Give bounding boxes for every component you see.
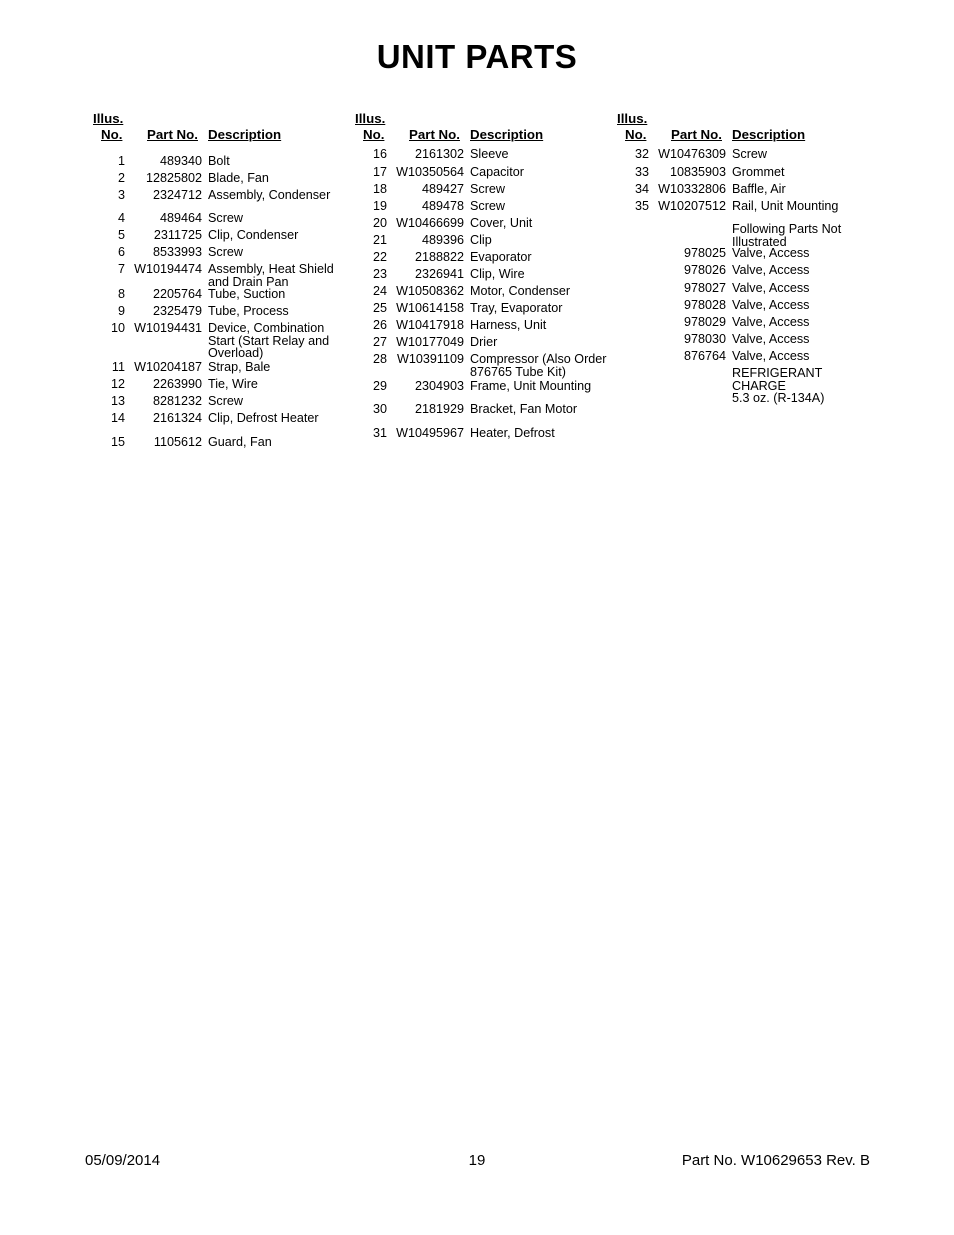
description-line: Screw bbox=[470, 182, 505, 196]
footer-part-number: Part No. W10629653 Rev. B bbox=[681, 1152, 870, 1169]
part-description bbox=[208, 246, 350, 259]
description-line: Screw bbox=[208, 394, 243, 408]
description-line: Bolt bbox=[208, 154, 230, 168]
description-line: Assembly, Condenser bbox=[208, 188, 331, 202]
description-line: Tray, Evaporator bbox=[470, 301, 563, 315]
part-description bbox=[470, 427, 612, 440]
part-number: 489464 bbox=[159, 211, 202, 225]
description-line: Device, Combination bbox=[208, 321, 325, 335]
part-number: W10417918 bbox=[396, 318, 464, 332]
description-line: Screw bbox=[732, 147, 767, 161]
description-line: Baffle, Air bbox=[732, 182, 786, 196]
description-line: Strap, Bale bbox=[208, 360, 271, 374]
illus-number: 5 bbox=[117, 228, 125, 242]
illus-number: 11 bbox=[111, 360, 125, 374]
description-header: Description bbox=[470, 127, 544, 142]
part-description bbox=[208, 395, 350, 408]
description-line: Valve, Access bbox=[732, 281, 810, 295]
description-line: Screw bbox=[470, 199, 505, 213]
part-number: W10332806 bbox=[658, 182, 726, 196]
part-number: W10177049 bbox=[396, 335, 464, 349]
part-description bbox=[732, 223, 874, 248]
part-number: W10207512 bbox=[658, 199, 726, 213]
part-number: 8533993 bbox=[152, 245, 202, 259]
illus-number: 18 bbox=[372, 182, 387, 196]
description-line: Blade, Fan bbox=[208, 171, 269, 185]
part-description bbox=[208, 172, 350, 185]
description-line: and Drain Pan bbox=[208, 274, 289, 289]
illus-number: 15 bbox=[110, 435, 125, 449]
no-header: No. bbox=[363, 127, 385, 142]
part-description bbox=[732, 299, 874, 312]
illus-number: 23 bbox=[372, 267, 387, 281]
part-description bbox=[732, 282, 874, 295]
part-description bbox=[732, 200, 874, 213]
description-line: Drier bbox=[470, 335, 498, 349]
description-line: Guard, Fan bbox=[208, 435, 272, 449]
part-number: 489478 bbox=[421, 199, 464, 213]
part-description bbox=[470, 200, 612, 213]
part-description bbox=[208, 155, 350, 168]
description-line: Clip, Condenser bbox=[208, 228, 299, 242]
part-description bbox=[208, 288, 350, 301]
part-number: W10391109 bbox=[397, 352, 464, 366]
description-line: CHARGE bbox=[732, 378, 786, 393]
part-description bbox=[470, 183, 612, 196]
part-number: W10614158 bbox=[396, 301, 464, 315]
description-line: Motor, Condenser bbox=[470, 284, 571, 298]
illus-number: 4 bbox=[117, 211, 125, 225]
description-line: Valve, Access bbox=[732, 349, 810, 363]
no-header: No. bbox=[101, 127, 123, 142]
column-header bbox=[350, 111, 610, 145]
description-line: Frame, Unit Mounting bbox=[470, 379, 592, 393]
part-number: 489340 bbox=[159, 154, 202, 168]
illus-number: 16 bbox=[372, 147, 387, 161]
illus-number: 14 bbox=[110, 411, 125, 425]
part-number: W10508362 bbox=[396, 284, 464, 298]
illus-number: 34 bbox=[634, 182, 649, 196]
illus-number: 12 bbox=[110, 377, 125, 391]
part-description bbox=[470, 251, 612, 264]
description-line: REFRIGERANT bbox=[732, 366, 823, 380]
description-line: Valve, Access bbox=[732, 298, 810, 312]
part-number: 2304903 bbox=[414, 379, 464, 393]
description-line: Valve, Access bbox=[732, 263, 810, 277]
description-line: Harness, Unit bbox=[470, 318, 547, 332]
part-number: 2311725 bbox=[153, 228, 202, 242]
part-number: 2263990 bbox=[152, 377, 202, 391]
part-description bbox=[208, 412, 350, 425]
part-no-header: Part No. bbox=[147, 127, 198, 142]
column-header bbox=[612, 111, 872, 145]
illus-number: 24 bbox=[372, 284, 387, 298]
part-description bbox=[470, 353, 612, 378]
part-description bbox=[470, 403, 612, 416]
part-number: 2161302 bbox=[414, 147, 464, 161]
part-number: W10466699 bbox=[396, 216, 464, 230]
part-description bbox=[470, 268, 612, 281]
part-description bbox=[732, 183, 874, 196]
illus-number: 29 bbox=[372, 379, 387, 393]
part-description bbox=[208, 436, 350, 449]
illus-number: 35 bbox=[634, 199, 649, 213]
part-no-header: Part No. bbox=[409, 127, 460, 142]
description-line: 876765 Tube Kit) bbox=[470, 364, 566, 379]
description-line: Capacitor bbox=[470, 165, 524, 179]
illus-number: 7 bbox=[117, 262, 125, 276]
illus-number: 25 bbox=[372, 301, 387, 315]
part-number: 978028 bbox=[683, 298, 726, 312]
part-description bbox=[470, 336, 612, 349]
description-line: Tie, Wire bbox=[208, 377, 258, 391]
part-number: 1105612 bbox=[153, 435, 202, 449]
description-line: Illustrated bbox=[732, 234, 787, 249]
description-line: Screw bbox=[208, 211, 243, 225]
part-number: W10476309 bbox=[658, 147, 726, 161]
description-line: Rail, Unit Mounting bbox=[732, 199, 839, 213]
part-description bbox=[732, 316, 874, 329]
part-description bbox=[208, 212, 350, 225]
part-number: 978025 bbox=[683, 246, 726, 260]
description-line: Grommet bbox=[732, 165, 785, 179]
description-line: Heater, Defrost bbox=[470, 426, 555, 440]
part-number: 10835903 bbox=[669, 165, 726, 179]
illus-number: 33 bbox=[634, 165, 649, 179]
illus-number: 30 bbox=[372, 402, 387, 416]
part-description bbox=[732, 333, 874, 346]
description-line: Clip bbox=[470, 233, 492, 247]
illus-number: 9 bbox=[117, 304, 125, 318]
part-number: W10495967 bbox=[396, 426, 464, 440]
part-description bbox=[208, 229, 350, 242]
part-description bbox=[470, 285, 612, 298]
description-line: Evaporator bbox=[470, 250, 532, 264]
footer-date: 05/09/2014 bbox=[85, 1152, 161, 1169]
description-line: Cover, Unit bbox=[470, 216, 533, 230]
part-number: 2326941 bbox=[414, 267, 464, 281]
part-number: 876764 bbox=[683, 349, 726, 363]
column-header bbox=[88, 111, 348, 145]
description-line: Valve, Access bbox=[732, 332, 810, 346]
part-number: 12825802 bbox=[145, 171, 202, 185]
part-number: 978027 bbox=[683, 281, 726, 295]
part-description bbox=[732, 367, 874, 405]
description-line: Overload) bbox=[208, 346, 264, 360]
part-description bbox=[732, 350, 874, 363]
description-line: Tube, Process bbox=[208, 304, 289, 318]
part-number: 2325479 bbox=[152, 304, 202, 318]
description-line: Following Parts Not bbox=[732, 222, 842, 236]
part-number: 978029 bbox=[683, 315, 726, 329]
part-description bbox=[470, 302, 612, 315]
illus-number: 13 bbox=[110, 394, 125, 408]
illus-number: 21 bbox=[372, 233, 387, 247]
part-number: 978026 bbox=[683, 263, 726, 277]
description-line: Clip, Wire bbox=[470, 267, 525, 281]
part-number: 8281232 bbox=[152, 394, 202, 408]
part-no-header: Part No. bbox=[671, 127, 722, 142]
part-description bbox=[470, 319, 612, 332]
description-line: Bracket, Fan Motor bbox=[470, 402, 578, 416]
illus-number: 32 bbox=[634, 147, 649, 161]
part-description bbox=[208, 263, 350, 288]
part-number: W10204187 bbox=[134, 360, 202, 374]
description-line: Sleeve bbox=[470, 147, 509, 161]
description-line: Tube, Suction bbox=[208, 287, 286, 301]
illus-number: 17 bbox=[372, 165, 387, 179]
part-number: 489427 bbox=[421, 182, 464, 196]
part-number: 489396 bbox=[421, 233, 464, 247]
footer-page-number: 19 bbox=[468, 1152, 486, 1169]
part-description bbox=[732, 166, 874, 179]
part-number: 2181929 bbox=[414, 402, 464, 416]
no-header: No. bbox=[625, 127, 647, 142]
description-line: Compressor (Also Order bbox=[470, 352, 607, 366]
part-description bbox=[470, 166, 612, 179]
part-description bbox=[208, 378, 350, 391]
part-number: 978030 bbox=[683, 332, 726, 346]
description-header: Description bbox=[732, 127, 806, 142]
description-line: Assembly, Heat Shield bbox=[208, 262, 334, 276]
illus-number: 8 bbox=[117, 287, 125, 301]
illus-number: 27 bbox=[372, 335, 387, 349]
part-description bbox=[208, 361, 350, 374]
description-line: Valve, Access bbox=[732, 246, 810, 260]
part-description bbox=[470, 217, 612, 230]
part-description bbox=[732, 148, 874, 161]
illus-number: 28 bbox=[372, 352, 387, 366]
part-number: W10194431 bbox=[134, 321, 202, 335]
part-number: W10350564 bbox=[396, 165, 464, 179]
illus-header: Illus. bbox=[617, 111, 648, 126]
illus-number: 2 bbox=[117, 171, 125, 185]
illus-number: 20 bbox=[372, 216, 387, 230]
illus-header: Illus. bbox=[93, 111, 124, 126]
part-number: 2161324 bbox=[152, 411, 202, 425]
description-line: Start (Start Relay and bbox=[208, 333, 330, 348]
part-description bbox=[208, 322, 350, 360]
part-description bbox=[208, 305, 350, 318]
description-header: Description bbox=[208, 127, 282, 142]
illus-number: 1 bbox=[117, 154, 125, 168]
description-line: Screw bbox=[208, 245, 243, 259]
illus-number: 6 bbox=[117, 245, 125, 259]
part-number: 2324712 bbox=[152, 188, 202, 202]
illus-number: 22 bbox=[372, 250, 387, 264]
description-line: Valve, Access bbox=[732, 315, 810, 329]
illus-number: 19 bbox=[372, 199, 387, 213]
illus-header: Illus. bbox=[355, 111, 386, 126]
illus-number: 3 bbox=[117, 188, 125, 202]
part-description bbox=[470, 148, 612, 161]
part-description bbox=[208, 189, 350, 202]
description-line: 5.3 oz. (R-134A) bbox=[732, 391, 825, 405]
part-description bbox=[732, 247, 874, 260]
part-number: W10194474 bbox=[134, 262, 202, 276]
illus-number: 10 bbox=[110, 321, 125, 335]
illus-number: 31 bbox=[372, 426, 387, 440]
page-title: UNIT PARTS bbox=[376, 38, 578, 75]
part-description bbox=[470, 380, 612, 393]
part-description bbox=[732, 264, 874, 277]
description-line: Clip, Defrost Heater bbox=[208, 411, 319, 425]
part-number: 2205764 bbox=[152, 287, 202, 301]
illus-number: 26 bbox=[372, 318, 387, 332]
part-number: 2188822 bbox=[414, 250, 464, 264]
part-description bbox=[470, 234, 612, 247]
